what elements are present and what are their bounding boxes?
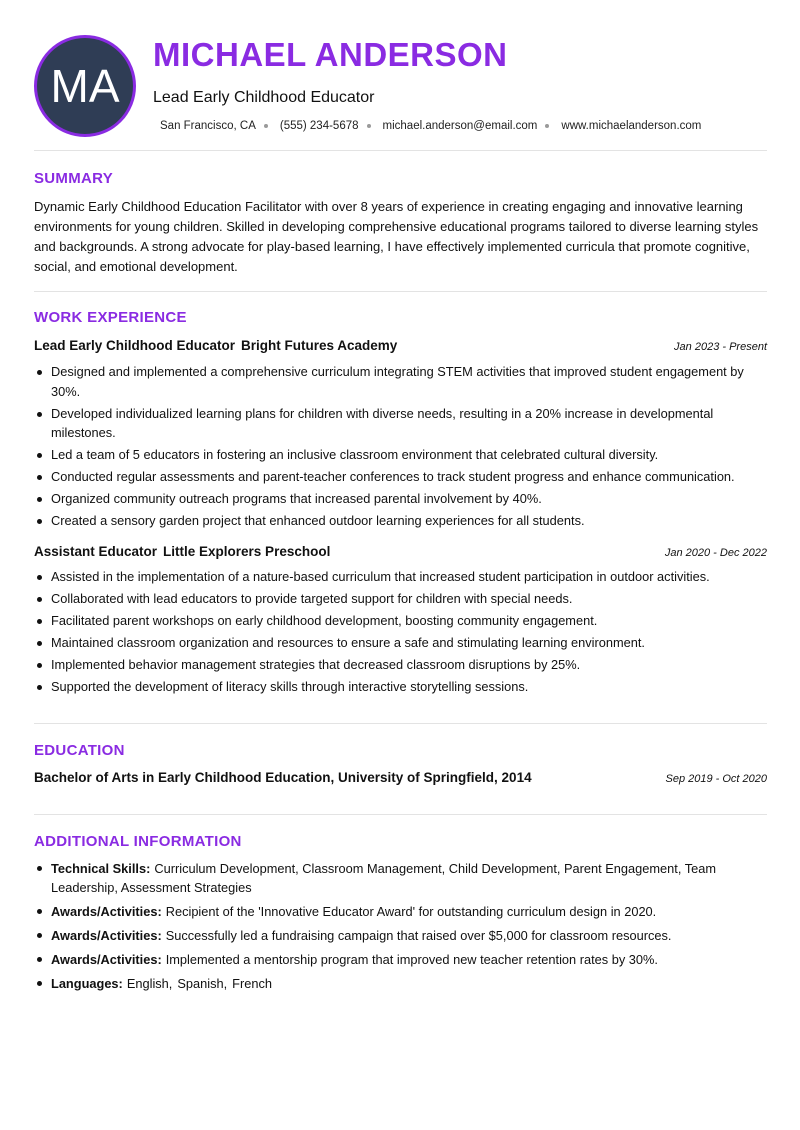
item-label: Awards/Activities: — [51, 952, 162, 967]
work-experience-heading: WORK EXPERIENCE — [34, 309, 187, 326]
education-dates: Sep 2019 - Oct 2020 — [665, 773, 767, 785]
list-item: Supported the development of literacy skills through interactive storytelling sessions. — [34, 677, 767, 697]
divider — [34, 291, 767, 292]
item-text: Successfully led a fundraising campaign that raised over $5,000 for classroom resources. — [165, 928, 672, 943]
item-text: Recipient of the 'Innovative Educator Award' for outstanding curriculum design in 2020. — [165, 904, 657, 919]
job-header — [34, 544, 767, 559]
list-item: Implemented behavior management strategies that decreased classroom disruptions by 25%. — [34, 655, 767, 675]
language: French — [232, 976, 272, 991]
item-label: Technical Skills: — [51, 861, 151, 876]
avatar-initials: MA — [50, 60, 120, 112]
job-bullets — [34, 567, 767, 699]
education-heading: EDUCATION — [34, 742, 125, 759]
list-item: Organized community outreach programs that increased parental involvement by 40%. — [34, 489, 767, 509]
list-item: Conducted regular assessments and parent-teacher conferences to track student progress and enhance communication. — [34, 467, 767, 487]
job-company: Little Explorers Preschool — [163, 544, 331, 559]
additional-info-list — [34, 859, 767, 998]
job-role-line — [34, 338, 397, 353]
divider — [34, 723, 767, 724]
separator-dot — [545, 124, 549, 128]
language: English, — [126, 976, 173, 991]
list-item: Maintained classroom organization and resources to ensure a safe and stimulating learning environment. — [34, 633, 767, 653]
list-item: Facilitated parent workshops on early childhood development, boosting community engagement. — [34, 611, 767, 631]
job-role-line — [34, 544, 330, 559]
contact-info — [160, 120, 701, 132]
language: Spanish, — [177, 976, 228, 991]
list-item: Led a team of 5 educators in fostering an inclusive classroom environment that celebrated cultural diversity. — [34, 445, 767, 465]
contact-phone: (555) 234-5678 — [279, 120, 359, 132]
contact-location: San Francisco, CA — [160, 120, 256, 132]
list-item: Assisted in the implementation of a nature-based curriculum that increased student participation in outdoor activities. — [34, 567, 767, 587]
languages-item — [34, 974, 767, 993]
candidate-title: Lead Early Childhood Educator — [153, 89, 375, 106]
additional-info-heading: ADDITIONAL INFORMATION — [34, 833, 242, 850]
candidate-name: MICHAEL ANDERSON — [153, 36, 508, 73]
job-dates: Jan 2020 - Dec 2022 — [664, 547, 767, 559]
list-item — [34, 926, 767, 945]
job-role: Lead Early Childhood Educator — [34, 338, 236, 353]
divider — [34, 814, 767, 815]
education-degree: Bachelor of Arts in Early Childhood Education, University of Springfield, 2014 — [34, 770, 532, 785]
divider — [34, 150, 767, 151]
item-label: Awards/Activities: — [51, 928, 162, 943]
summary-text: Dynamic Early Childhood Education Facilitator with over 8 years of experience in creating engaging and innovative learning environments for young children. Skilled in developing comprehensive educational programs tailored to diverse learning styles and backgrounds. A strong advocate for play-based learning, I have effectively implemented curricula that promote cognitive, social, and emotional development. — [34, 199, 759, 274]
avatar — [34, 35, 136, 137]
item-text: Implemented a mentorship program that improved new teacher retention rates by 30%. — [165, 952, 658, 967]
summary-heading: SUMMARY — [34, 170, 114, 187]
separator-dot — [264, 124, 268, 128]
job-company: Bright Futures Academy — [241, 338, 398, 353]
list-item — [34, 950, 767, 969]
list-item: Collaborated with lead educators to provide targeted support for children with special needs. — [34, 589, 767, 609]
separator-dot — [367, 124, 371, 128]
item-label: Awards/Activities: — [51, 904, 162, 919]
list-item: Developed individualized learning plans for children with diverse needs, resulting in a 20% increase in developmental milestones. — [34, 404, 767, 443]
list-item: Designed and implemented a comprehensive curriculum integrating STEM activities that improved student engagement by 30%. — [34, 362, 767, 401]
list-item: Created a sensory garden project that enhanced outdoor learning experiences for all students. — [34, 511, 767, 531]
job-dates: Jan 2023 - Present — [674, 341, 767, 353]
job-bullets — [34, 362, 767, 533]
languages-label: Languages: — [51, 976, 123, 991]
item-text: Curriculum Development, Classroom Management, Child Development, Parent Engagement, Team Leadership, Assessment Strategies — [51, 861, 717, 895]
education-entry — [34, 770, 767, 785]
contact-website: www.michaelanderson.com — [561, 120, 702, 132]
contact-email: michael.anderson@email.com — [382, 120, 538, 132]
job-role: Assistant Educator — [34, 544, 158, 559]
list-item — [34, 859, 767, 897]
list-item — [34, 902, 767, 921]
job-header — [34, 338, 767, 353]
